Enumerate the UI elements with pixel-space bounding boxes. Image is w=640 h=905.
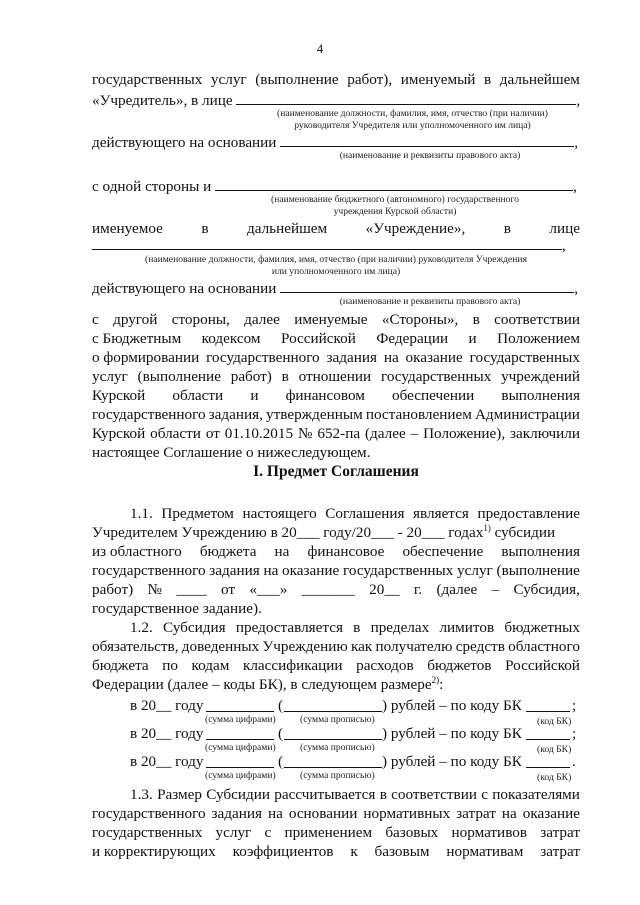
caption-founder-2: руководителя Учредителя или уполномоченного им лица): [294, 120, 531, 131]
word: Положение),: [423, 425, 506, 442]
paren-open: (: [278, 753, 284, 770]
s11-line-6: государственное задание).: [92, 600, 262, 617]
word: Соглашения: [325, 505, 405, 522]
caption-words: (сумма прописью): [300, 770, 375, 781]
institution-name-blank[interactable]: [215, 177, 573, 191]
word: лимитов: [439, 619, 495, 636]
word: финансовое: [307, 543, 385, 560]
s11-text: Учредителем Учреждению в 20___ году/20___ - 20___ годах: [92, 524, 484, 541]
word: именуемый: [400, 71, 476, 88]
word: и: [250, 387, 259, 404]
word: затрат: [456, 805, 496, 822]
budget-code-blank[interactable]: [526, 753, 570, 768]
intro-line-6: [92, 236, 580, 255]
word: показателями: [492, 786, 580, 803]
budget-code-blank[interactable]: [526, 725, 570, 740]
word: и: [468, 330, 477, 347]
word: государственных: [92, 71, 203, 88]
s11-line-3: [92, 543, 580, 561]
word: «___»: [249, 581, 288, 598]
word: основании: [288, 805, 358, 822]
para1-line-6: [92, 406, 580, 424]
word: Российской: [505, 657, 580, 674]
word: является: [413, 505, 469, 522]
caption-words: (сумма прописью): [300, 714, 375, 725]
word: доведенных: [181, 638, 260, 655]
word: на: [501, 805, 517, 822]
word: в: [484, 71, 492, 88]
word: Российской: [281, 330, 356, 347]
word: в: [472, 311, 480, 328]
word: работ),: [347, 71, 393, 88]
word: коэффициентов: [232, 843, 334, 860]
para1-line-8: настоящее Соглашение о нижеследующем.: [92, 444, 371, 461]
s12-text: :: [439, 676, 444, 693]
para1-line-4: [92, 368, 580, 386]
word: учреждений: [501, 368, 580, 385]
word: –: [491, 581, 500, 598]
word: именуемые: [294, 311, 368, 328]
s11-line-1: [130, 505, 580, 523]
word: стороны,: [171, 311, 230, 328]
paren-open: (: [278, 725, 284, 742]
word: обязательств,: [92, 638, 179, 655]
word: 652-па: [317, 425, 361, 442]
amount-digits-blank[interactable]: [206, 725, 274, 740]
word: оказание: [405, 349, 463, 366]
word: затрат: [540, 824, 580, 841]
caption-institution-rep-1: (наименование должности, фамилия, имя, отчество (при наличии) руководителя Учреждения: [145, 254, 527, 265]
word: в: [201, 220, 209, 237]
word: задания: [209, 562, 260, 579]
word: как: [350, 638, 373, 655]
word: государственного: [92, 406, 206, 423]
word: получателю: [375, 638, 453, 655]
word: задания: [211, 805, 262, 822]
word: бюджетных: [504, 619, 580, 636]
caption-institution-2: учреждения Курской области): [333, 206, 457, 217]
caption-basis-1: (наименование и реквизиты правового акта): [339, 150, 521, 161]
s12-line-4: [92, 676, 580, 694]
caption-code: (код БК): [537, 716, 572, 727]
word: –: [410, 425, 419, 442]
word: на: [263, 562, 279, 579]
para1-line-3: [92, 349, 580, 367]
word: классификации: [242, 657, 343, 674]
word: пределах: [370, 619, 430, 636]
word: «Стороны»,: [381, 311, 459, 328]
word: услуг: [210, 71, 247, 88]
word: соответствии: [494, 311, 580, 328]
word: государственных: [343, 562, 454, 579]
word: лице: [549, 220, 580, 237]
word: с: [481, 786, 488, 803]
word: базовым: [374, 843, 430, 860]
word: Субсидии: [206, 786, 270, 803]
s13-line-3: [92, 824, 580, 842]
word: далее: [244, 311, 280, 328]
s11-line-2: [92, 524, 580, 542]
word: соответствии: [391, 786, 477, 803]
word: «Учреждение»,: [365, 220, 466, 237]
word: по: [162, 657, 178, 674]
word: предоставление: [477, 505, 580, 522]
word: выполнения: [501, 543, 580, 560]
word: отношении: [298, 368, 372, 385]
word: расходов: [356, 657, 414, 674]
word: 01.10.2015: [224, 425, 294, 442]
comma: ,: [562, 237, 566, 254]
year-label: в 20__ году: [130, 697, 204, 714]
word: постановлением: [365, 406, 472, 423]
word: услуг: [92, 368, 128, 385]
comma: ,: [576, 92, 581, 109]
para1-line-1: [92, 311, 580, 329]
word: обеспечении: [392, 387, 475, 404]
word: в: [379, 786, 387, 803]
s13-line-4: [92, 843, 580, 861]
word: г.: [413, 581, 423, 598]
section-title: I. Предмет Соглашения: [253, 463, 419, 480]
s13-line-2: [92, 805, 580, 823]
institution-representative-blank[interactable]: [92, 236, 562, 250]
word: Курской: [92, 425, 146, 442]
caption-institution-1: (наименование бюджетного (автономного) государственного: [271, 194, 519, 205]
word: на: [274, 543, 290, 560]
word: государственных: [380, 368, 492, 385]
word: 1.1.: [130, 505, 153, 522]
word: Субсидия,: [513, 581, 580, 598]
s11-line-4: [92, 562, 580, 580]
word: дальнейшем: [246, 220, 328, 237]
amount-words-blank[interactable]: [284, 753, 382, 768]
amount-digits-blank[interactable]: [206, 697, 274, 712]
word: утвержденным: [266, 406, 363, 423]
word: (далее: [436, 581, 478, 598]
word: выполнения: [501, 387, 580, 404]
row-end: .: [572, 753, 576, 770]
row-end: ;: [572, 697, 577, 714]
s11-line-5: [92, 581, 580, 599]
word: Федерации: [376, 330, 449, 347]
caption-digits: (сумма цифрами): [205, 714, 276, 725]
caption-code: (код БК): [537, 772, 572, 783]
para1-line-5: [92, 387, 580, 405]
s11-text: субсидии: [490, 524, 556, 541]
word: базовых: [385, 824, 439, 841]
s12-line-2: [92, 638, 580, 656]
word: кодексом: [201, 330, 261, 347]
word: нормативных: [363, 805, 451, 822]
s13-line-1: [130, 786, 580, 804]
word: _______: [301, 581, 355, 598]
comma: ,: [574, 134, 579, 151]
word: средств: [455, 638, 505, 655]
word: задания: [326, 349, 377, 366]
word: настоящего: [242, 505, 317, 522]
word: затрат: [540, 843, 580, 860]
footnote-ref: 1): [483, 522, 491, 533]
word: (выполнение: [137, 368, 221, 385]
word: бюджета: [92, 657, 149, 674]
caption-digits: (сумма цифрами): [205, 742, 276, 753]
word: от: [221, 581, 236, 598]
year-label: в 20__ году: [130, 725, 204, 742]
word: дальнейшем: [499, 71, 580, 88]
word: 1.2.: [130, 619, 153, 636]
word: Размер: [157, 786, 202, 803]
word: (далее: [364, 425, 406, 442]
word: №: [297, 425, 313, 442]
word: с: [92, 311, 99, 328]
word: применением: [284, 824, 373, 841]
caption-institution-rep-2: или уполномоченного им лица): [271, 266, 401, 277]
word: обеспечение: [402, 543, 484, 560]
word: государственных: [92, 824, 203, 841]
word: другой: [113, 311, 158, 328]
word: на: [267, 805, 283, 822]
word: нормативов: [451, 824, 528, 841]
word: государственного: [206, 349, 320, 366]
word: области: [150, 425, 201, 442]
word: из областного: [92, 543, 182, 560]
word: государственных: [469, 349, 580, 366]
word: бюджета: [199, 543, 257, 560]
word: с Бюджетным: [92, 330, 182, 347]
word: Курской: [92, 387, 146, 404]
word: о формировании: [92, 349, 200, 366]
word: 1.3.: [130, 786, 153, 803]
word: (выполнение: [255, 71, 339, 88]
caption-code: (код БК): [537, 744, 572, 755]
budget-code-blank[interactable]: [526, 697, 570, 712]
word: услуг: [457, 562, 493, 579]
founder-representative-blank[interactable]: [236, 91, 576, 105]
paren-open: (: [278, 697, 284, 714]
word: рассчитывается: [274, 786, 376, 803]
word: области: [172, 387, 224, 404]
comma: ,: [573, 178, 577, 195]
word: оказание: [522, 805, 580, 822]
word: задания,: [208, 406, 263, 423]
word: с: [264, 824, 272, 841]
word: Учреждению: [262, 638, 348, 655]
word: оказание: [282, 562, 340, 579]
row-end: ;: [572, 725, 577, 742]
word: в: [281, 368, 289, 385]
rubles-code-label: ) рублей – по коду БК: [382, 697, 522, 714]
footnote-ref: 2): [431, 674, 440, 685]
word: финансовом: [285, 387, 365, 404]
word: услуг: [215, 824, 252, 841]
word: и корректирующих: [92, 843, 216, 860]
s12-text: Федерации (далее – коды БК), в следующем размере: [92, 676, 432, 693]
word: 20__: [369, 581, 400, 598]
word: именуемое: [92, 220, 163, 237]
founder-label: «Учредитель», в лице: [92, 92, 233, 109]
word: кодам: [191, 657, 230, 674]
year-label: в 20__ году: [130, 753, 204, 770]
amount-words-blank[interactable]: [284, 697, 382, 712]
comma: ,: [574, 280, 579, 297]
word: работ): [92, 581, 134, 598]
word: №: [147, 581, 162, 598]
s12-line-1: [130, 619, 580, 637]
word: Субсидия: [163, 619, 226, 636]
basis-label: действующего на основании: [92, 134, 277, 151]
caption-founder-1: (наименование должности, фамилия, имя, отчество (при наличии): [277, 108, 548, 119]
one-side-label: с одной стороны и: [92, 178, 212, 195]
caption-digits: (сумма цифрами): [205, 770, 276, 781]
word: государственного: [92, 805, 206, 822]
word: в: [353, 619, 361, 636]
page-number: 4: [316, 41, 324, 56]
word: ____: [176, 581, 207, 598]
word: от: [205, 425, 220, 442]
basis-label: действующего на основании: [92, 280, 277, 297]
word: предоставляется: [235, 619, 343, 636]
para1-line-2: [92, 330, 580, 348]
word: Администрации: [474, 406, 580, 423]
word: Положением: [497, 330, 580, 347]
rubles-code-label: ) рублей – по коду БК: [382, 753, 522, 770]
caption-words: (сумма прописью): [300, 742, 375, 753]
intro-line-1: [92, 71, 580, 89]
institution-basis-blank[interactable]: [280, 279, 574, 293]
rubles-code-label: ) рублей – по коду БК: [382, 725, 522, 742]
word: нормативам: [446, 843, 524, 860]
word: к: [350, 843, 358, 860]
word: бюджетов: [427, 657, 492, 674]
word: областного: [508, 638, 580, 655]
word: работ): [230, 368, 272, 385]
amount-digits-blank[interactable]: [206, 753, 274, 768]
word: (выполнение: [496, 562, 580, 579]
word: государственного: [92, 562, 206, 579]
word: на: [383, 349, 399, 366]
para1-line-7: [92, 425, 580, 443]
amount-words-blank[interactable]: [284, 725, 382, 740]
word: Предметом: [161, 505, 234, 522]
word: в: [503, 220, 511, 237]
founder-basis-blank[interactable]: [280, 133, 574, 147]
caption-basis-2: (наименование и реквизиты правового акта): [339, 296, 521, 307]
word: заключили: [510, 425, 580, 442]
s12-line-3: [92, 657, 580, 675]
